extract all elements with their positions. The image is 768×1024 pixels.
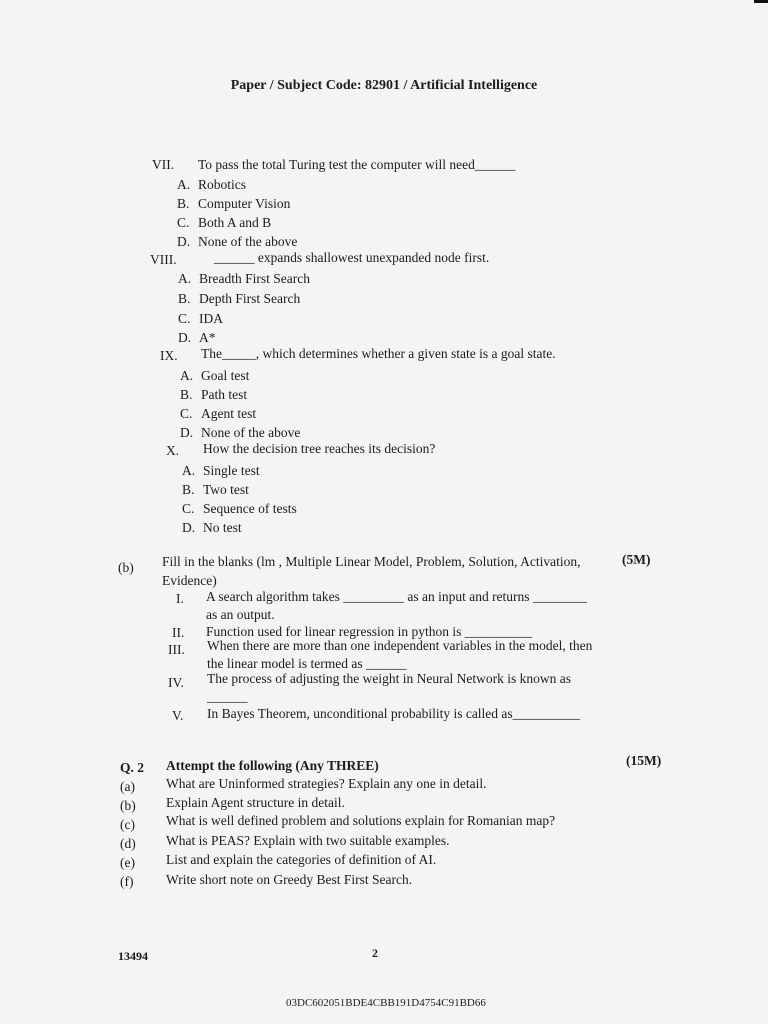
item-letter: (b) [120,798,136,813]
question-text: ______ expands shallowest unexpanded node first. [214,250,490,265]
option-letter: C. [177,215,190,230]
option-text: Breadth First Search [199,271,310,286]
blank-text: Function used for linear regression in python is __________ [206,624,533,639]
marks-label: (5M) [622,552,651,567]
question-text: To pass the total Turing test the computer will need______ [198,157,516,172]
question-number: VII. [152,157,175,172]
blank-number: II. [172,625,185,640]
item-text: What is PEAS? Explain with two suitable examples. [166,833,450,848]
option-text: Depth First Search [199,291,301,306]
item-letter: (a) [120,779,135,794]
question-number: VIII. [150,252,177,267]
item-letter: (c) [120,817,135,832]
option-text: Both A and B [198,215,272,230]
blank-number: III. [168,642,185,657]
blank-text: ______ [207,689,248,704]
blank-text: the linear model is termed as ______ [207,656,407,671]
option-letter: A. [182,463,196,478]
blank-text: A search algorithm takes _________ as an input and returns ________ [206,589,587,604]
option-letter: B. [180,387,193,402]
option-letter: D. [182,520,196,535]
option-text: A* [199,330,216,345]
option-letter: D. [178,330,192,345]
question-heading: Attempt the following (Any THREE) [166,758,379,773]
item-letter: (e) [120,855,135,870]
option-letter: A. [178,271,192,286]
document-hash: 03DC602051BDE4CBB191D4754C91BD66 [286,997,486,1009]
option-letter: B. [178,291,191,306]
item-text: What are Uninformed strategies? Explain any one in detail. [166,776,487,791]
option-letter: C. [178,311,191,326]
question-text: How the decision tree reaches its decision? [203,441,436,456]
question-text: The_____, which determines whether a given state is a goal state. [201,346,556,361]
option-letter: D. [180,425,194,440]
option-letter: B. [182,482,195,497]
option-letter: D. [177,234,191,249]
option-text: Two test [203,482,249,497]
option-text: No test [203,520,242,535]
blank-text: The process of adjusting the weight in Neural Network is known as [207,671,572,686]
option-text: Agent test [201,406,257,421]
section-instruction: Evidence) [162,573,217,588]
option-text: Path test [201,387,248,402]
blank-number: V. [172,708,184,723]
blank-number: IV. [168,675,184,690]
option-text: Computer Vision [198,196,291,211]
option-letter: C. [182,501,195,516]
marks-label: (15M) [626,753,662,768]
item-text: Write short note on Greedy Best First Search. [166,872,413,887]
blank-text: In Bayes Theorem, unconditional probability is called as__________ [207,706,581,721]
blank-text: When there are more than one independent variables in the model, then [207,638,593,653]
item-text: List and explain the categories of definition of AI. [166,852,437,867]
option-text: Sequence of tests [203,501,297,516]
question-number: X. [166,443,180,458]
blank-text: as an output. [206,607,275,622]
scan-corner-mark [754,0,768,3]
item-letter: (d) [120,836,136,851]
blank-number: I. [176,591,184,606]
option-text: None of the above [201,425,301,440]
option-letter: B. [177,196,190,211]
section-label: (b) [118,560,134,575]
section-instruction: Fill in the blanks (lm , Multiple Linear Model, Problem, Solution, Activation, [162,554,581,569]
item-text: What is well defined problem and solutions explain for Romanian map? [166,813,556,828]
option-text: None of the above [198,234,298,249]
footer-code: 13494 [118,949,148,963]
question-number: IX. [160,348,178,363]
item-letter: (f) [120,874,134,889]
page-title: Paper / Subject Code: 82901 / Artificial Intelligence [230,78,538,93]
option-letter: A. [180,368,194,383]
option-text: Single test [203,463,260,478]
page-number: 2 [372,946,378,960]
item-text: Explain Agent structure in detail. [166,795,345,810]
option-letter: C. [180,406,193,421]
question-label: Q. 2 [120,760,145,775]
option-letter: A. [177,177,191,192]
option-text: Goal test [201,368,250,383]
option-text: Robotics [198,177,247,192]
option-text: IDA [199,311,223,326]
